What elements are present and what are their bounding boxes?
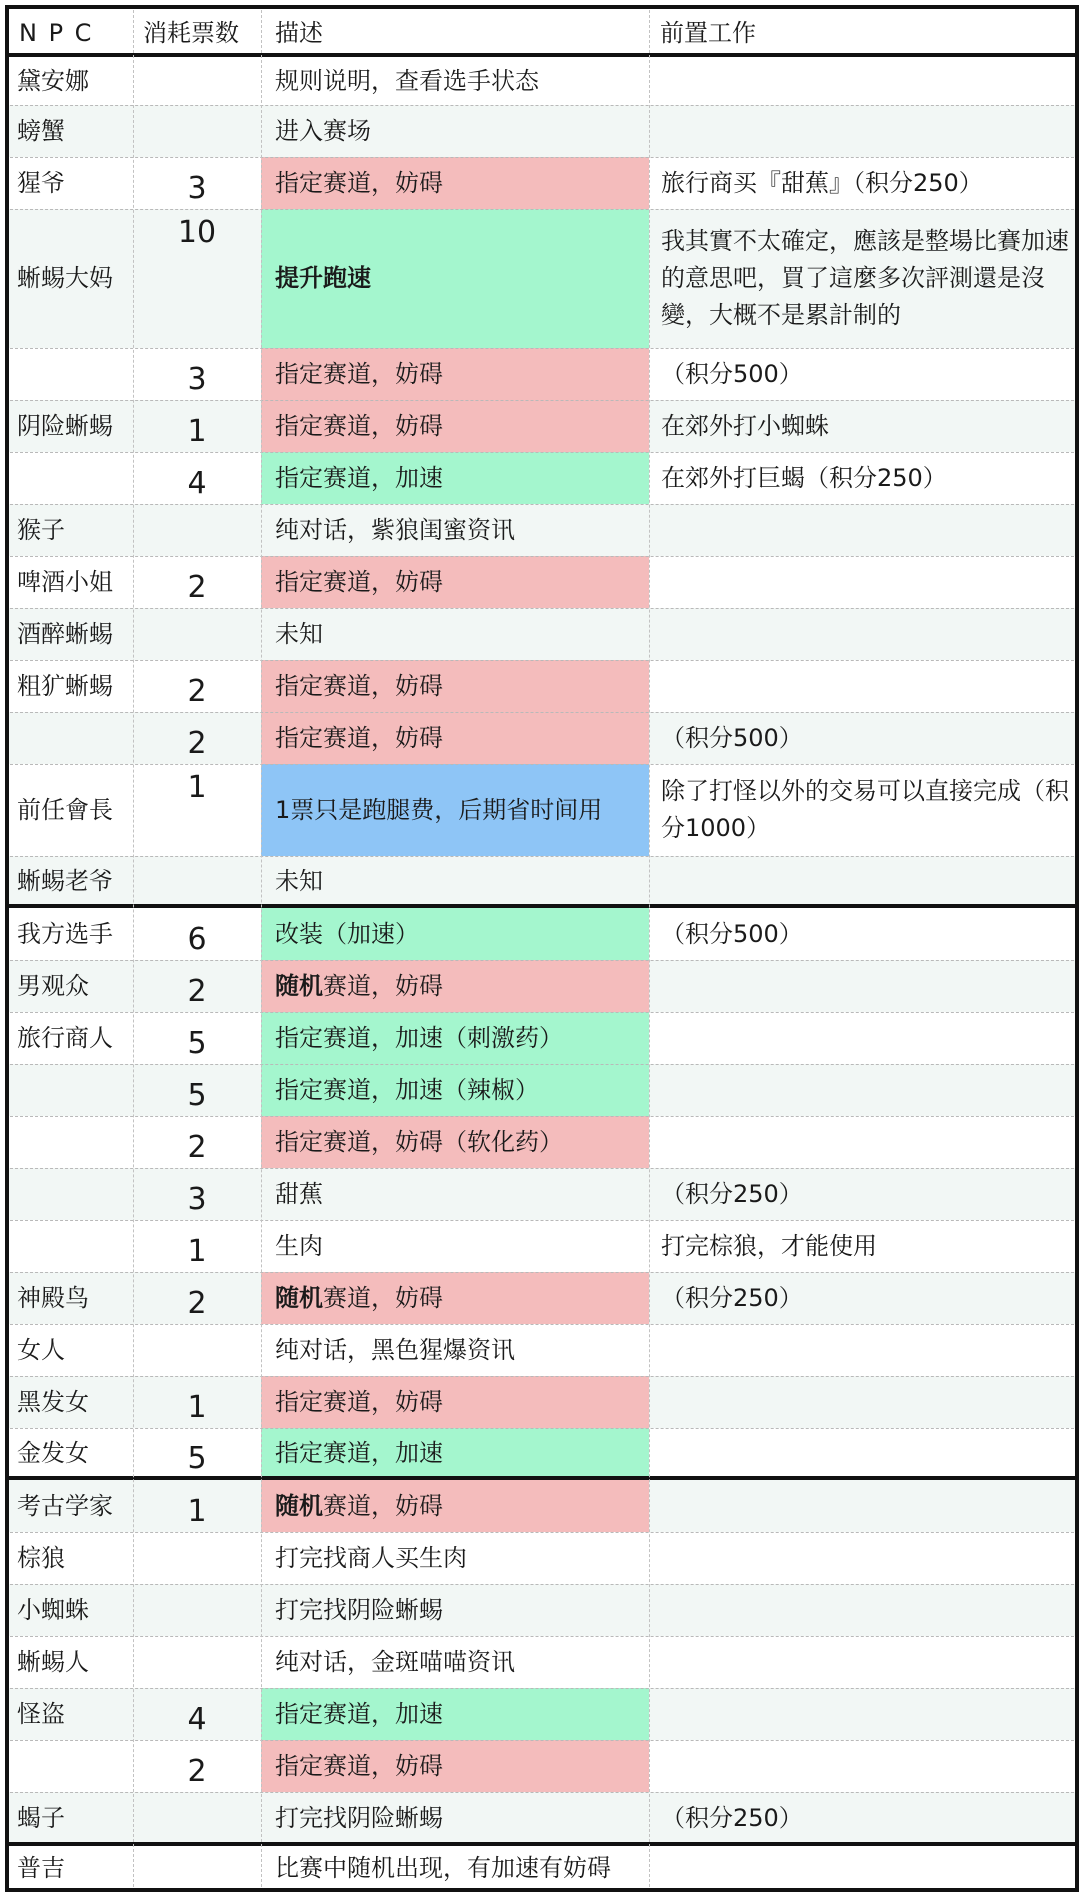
npc-name-cell: 蜥蜴人 (17, 1648, 89, 1676)
ticket-cost-cell: 10 (177, 215, 217, 250)
table-row (5, 764, 1079, 856)
description-cell (275, 1488, 443, 1525)
npc-name-cell: 金发女 (17, 1439, 89, 1467)
npc-name-cell: 螃蟹 (17, 117, 65, 145)
description-emphasis: 随机 (275, 1492, 323, 1520)
header-divider (5, 53, 1079, 57)
row-divider (5, 556, 1079, 557)
ticket-cost-cell: 2 (187, 726, 207, 761)
ticket-cost-cell: 2 (187, 974, 207, 1009)
npc-table (5, 5, 1079, 1892)
ticket-cost-cell: 3 (187, 1182, 207, 1217)
row-divider (5, 1064, 1079, 1065)
row-divider (5, 1272, 1079, 1273)
npc-name-cell: 棕狼 (17, 1544, 65, 1572)
row-divider (5, 157, 1079, 158)
ticket-cost-cell: 5 (187, 1026, 207, 1061)
ticket-cost-cell: 1 (187, 414, 207, 449)
npc-name-cell: 考古学家 (17, 1492, 113, 1520)
npc-name-cell: 黑发女 (17, 1388, 89, 1416)
table-row (5, 105, 1079, 157)
prerequisite-cell: 打完棕狼，才能使用 (661, 1232, 877, 1260)
table-row (5, 960, 1079, 1012)
npc-name-cell: 我方选手 (17, 920, 113, 948)
ticket-cost-cell: 1 (187, 1390, 207, 1425)
row-divider (5, 348, 1079, 349)
table-row (5, 908, 1079, 960)
prerequisite-cell: 在郊外打小蜘蛛 (661, 412, 829, 440)
npc-name-cell: 前任會長 (17, 796, 113, 824)
description-cell: 未知 (275, 620, 323, 648)
table-row (5, 556, 1079, 608)
row-divider (5, 1636, 1079, 1637)
prerequisite-cell: （积分250） (661, 1284, 803, 1312)
npc-name-cell: 猴子 (17, 516, 65, 544)
npc-name-cell: 粗犷蜥蜴 (17, 672, 113, 700)
row-divider (5, 1584, 1079, 1585)
table-row (5, 452, 1079, 504)
row-divider (5, 1376, 1079, 1377)
prerequisite-cell: 除了打怪以外的交易可以直接完成（积分1000） (661, 777, 1069, 842)
table-row (5, 1636, 1079, 1688)
row-divider (5, 400, 1079, 401)
ticket-cost-cell: 2 (187, 1286, 207, 1321)
table-row (5, 1844, 1079, 1892)
description-cell: 甜蕉 (275, 1180, 323, 1208)
description-cell: 指定赛道，妨碍 (275, 360, 443, 388)
ticket-cost-cell: 3 (187, 171, 207, 206)
table-row (5, 712, 1079, 764)
description-cell: 规则说明，查看选手状态 (275, 67, 539, 95)
npc-name-cell: 阴险蜥蜴 (17, 412, 113, 440)
table-row (5, 1116, 1079, 1168)
ticket-cost-cell: 2 (187, 570, 207, 605)
row-divider (5, 1116, 1079, 1117)
column-divider (649, 5, 650, 1892)
prerequisite-cell: （积分250） (661, 1180, 803, 1208)
ticket-cost-cell: 6 (187, 922, 207, 957)
section-divider (5, 1842, 1079, 1846)
description-cell: 指定赛道，妨碍 (275, 724, 443, 752)
description-cell: 纯对话，金斑喵喵资讯 (275, 1648, 515, 1676)
column-divider (261, 5, 262, 1892)
section-divider (5, 904, 1079, 908)
description-cell: 指定赛道，妨碍 (275, 169, 443, 197)
header-cost: 消耗票数 (143, 19, 239, 47)
description-cell: 指定赛道，加速 (275, 464, 443, 492)
ticket-cost-cell: 4 (187, 1702, 207, 1737)
npc-name-cell: 男观众 (17, 972, 89, 1000)
npc-name-cell: 啤酒小姐 (17, 568, 113, 596)
table-row (5, 1792, 1079, 1844)
description-cell: 提升跑速 (275, 264, 371, 292)
ticket-cost-cell: 4 (187, 466, 207, 501)
table-row (5, 1740, 1079, 1792)
description-cell: 打完找阴险蜥蜴 (275, 1804, 443, 1832)
row-divider (5, 1532, 1079, 1533)
table-row (5, 1584, 1079, 1636)
table-row (5, 1012, 1079, 1064)
header-description: 描述 (275, 19, 323, 47)
section-divider (5, 1476, 1079, 1480)
prerequisite-cell: （积分500） (661, 724, 803, 752)
description-cell: 指定赛道，加速 (275, 1439, 443, 1467)
row-divider (5, 105, 1079, 106)
description-cell: 进入赛场 (275, 117, 371, 145)
ticket-cost-cell: 2 (187, 674, 207, 709)
npc-name-cell: 猩爷 (17, 169, 65, 197)
table-row (5, 1428, 1079, 1478)
npc-name-cell: 普吉 (17, 1854, 65, 1882)
npc-name-cell: 黛安娜 (17, 67, 89, 95)
npc-name-cell: 神殿鸟 (17, 1284, 89, 1312)
table-row (5, 1220, 1079, 1272)
ticket-cost-cell: 5 (187, 1078, 207, 1113)
description-text: 赛道，妨碍 (323, 1492, 443, 1520)
description-cell: 指定赛道，妨碍（软化药） (275, 1128, 563, 1156)
description-cell: 指定赛道，妨碍 (275, 1752, 443, 1780)
npc-name-cell: 女人 (17, 1336, 65, 1364)
table-row (5, 660, 1079, 712)
description-cell (275, 968, 443, 1005)
row-divider (5, 1168, 1079, 1169)
description-cell: 纯对话，紫狼闺蜜资讯 (275, 516, 515, 544)
description-cell: 指定赛道，加速（刺激药） (275, 1024, 563, 1052)
table-row (5, 1064, 1079, 1116)
description-cell (275, 1280, 443, 1317)
prerequisite-cell: 我其實不太確定，應該是整場比賽加速的意思吧，買了這麼多次評測還是沒變，大概不是累計制的 (661, 227, 1069, 329)
ticket-cost-cell: 3 (187, 362, 207, 397)
column-divider (133, 5, 134, 1892)
row-divider (5, 1688, 1079, 1689)
npc-name-cell: 酒醉蜥蜴 (17, 620, 113, 648)
table-row (5, 1376, 1079, 1428)
prerequisite-cell: 在郊外打巨蝎（积分250） (661, 464, 947, 492)
npc-name-cell: 小蜘蛛 (17, 1596, 89, 1624)
row-divider (5, 856, 1079, 857)
npc-name-cell: 旅行商人 (17, 1024, 113, 1052)
prerequisite-cell: （积分250） (661, 1804, 803, 1832)
npc-name-cell: 蜥蜴老爷 (17, 867, 113, 895)
table-row (5, 57, 1079, 105)
description-cell: 纯对话，黑色猩爆资讯 (275, 1336, 515, 1364)
table-row (5, 1688, 1079, 1740)
row-divider (5, 660, 1079, 661)
description-cell: 指定赛道，妨碍 (275, 568, 443, 596)
description-cell: 打完找商人买生肉 (275, 1544, 467, 1572)
description-cell: 生肉 (275, 1232, 323, 1260)
prerequisite-cell: （积分500） (661, 360, 803, 388)
row-divider (5, 209, 1079, 210)
table-row (5, 1532, 1079, 1584)
table-row (5, 157, 1079, 209)
table-row (5, 1168, 1079, 1220)
description-cell: 指定赛道，妨碍 (275, 412, 443, 440)
description-cell: 改装（加速） (275, 920, 419, 948)
description-cell: 指定赛道，加速（辣椒） (275, 1076, 539, 1104)
header-prerequisite: 前置工作 (660, 19, 756, 47)
table-row (5, 400, 1079, 452)
description-cell: 比赛中随机出现，有加速有妨碍 (275, 1854, 611, 1882)
ticket-cost-cell: 1 (187, 1494, 207, 1529)
ticket-cost-cell: 1 (187, 770, 207, 805)
npc-name-cell: 怪盗 (17, 1700, 65, 1728)
ticket-cost-cell: 2 (187, 1754, 207, 1789)
table-row (5, 1480, 1079, 1532)
description-cell: 打完找阴险蜥蜴 (275, 1596, 443, 1624)
row-divider (5, 712, 1079, 713)
table-row (5, 209, 1079, 348)
ticket-cost-cell: 5 (187, 1441, 207, 1476)
description-cell: 指定赛道，妨碍 (275, 672, 443, 700)
description-emphasis: 随机 (275, 1284, 323, 1312)
description-cell: 指定赛道，加速 (275, 1700, 443, 1728)
row-divider (5, 608, 1079, 609)
row-divider (5, 1428, 1079, 1429)
table-row (5, 1324, 1079, 1376)
row-divider (5, 1012, 1079, 1013)
prerequisite-cell: （积分500） (661, 920, 803, 948)
table-row (5, 1272, 1079, 1324)
header-npc: N P C (19, 19, 94, 47)
row-divider (5, 764, 1079, 765)
row-divider (5, 452, 1079, 453)
row-divider (5, 1220, 1079, 1221)
description-emphasis: 随机 (275, 972, 323, 1000)
row-divider (5, 1792, 1079, 1793)
table-row (5, 856, 1079, 906)
description-cell: 指定赛道，妨碍 (275, 1388, 443, 1416)
ticket-cost-cell: 1 (187, 1234, 207, 1269)
row-divider (5, 504, 1079, 505)
description-cell: 未知 (275, 867, 323, 895)
description-cell: 1票只是跑腿费，后期省时间用 (275, 796, 603, 824)
npc-name-cell: 蝎子 (17, 1804, 65, 1832)
table-row (5, 504, 1079, 556)
description-text: 赛道，妨碍 (323, 972, 443, 1000)
row-divider (5, 1740, 1079, 1741)
prerequisite-cell: 旅行商买『甜蕉』（积分250） (661, 169, 983, 197)
table-row (5, 608, 1079, 660)
row-divider (5, 1324, 1079, 1325)
npc-name-cell: 蜥蜴大妈 (17, 264, 113, 292)
description-text: 赛道，妨碍 (323, 1284, 443, 1312)
row-divider (5, 960, 1079, 961)
table-row (5, 348, 1079, 400)
ticket-cost-cell: 2 (187, 1130, 207, 1165)
